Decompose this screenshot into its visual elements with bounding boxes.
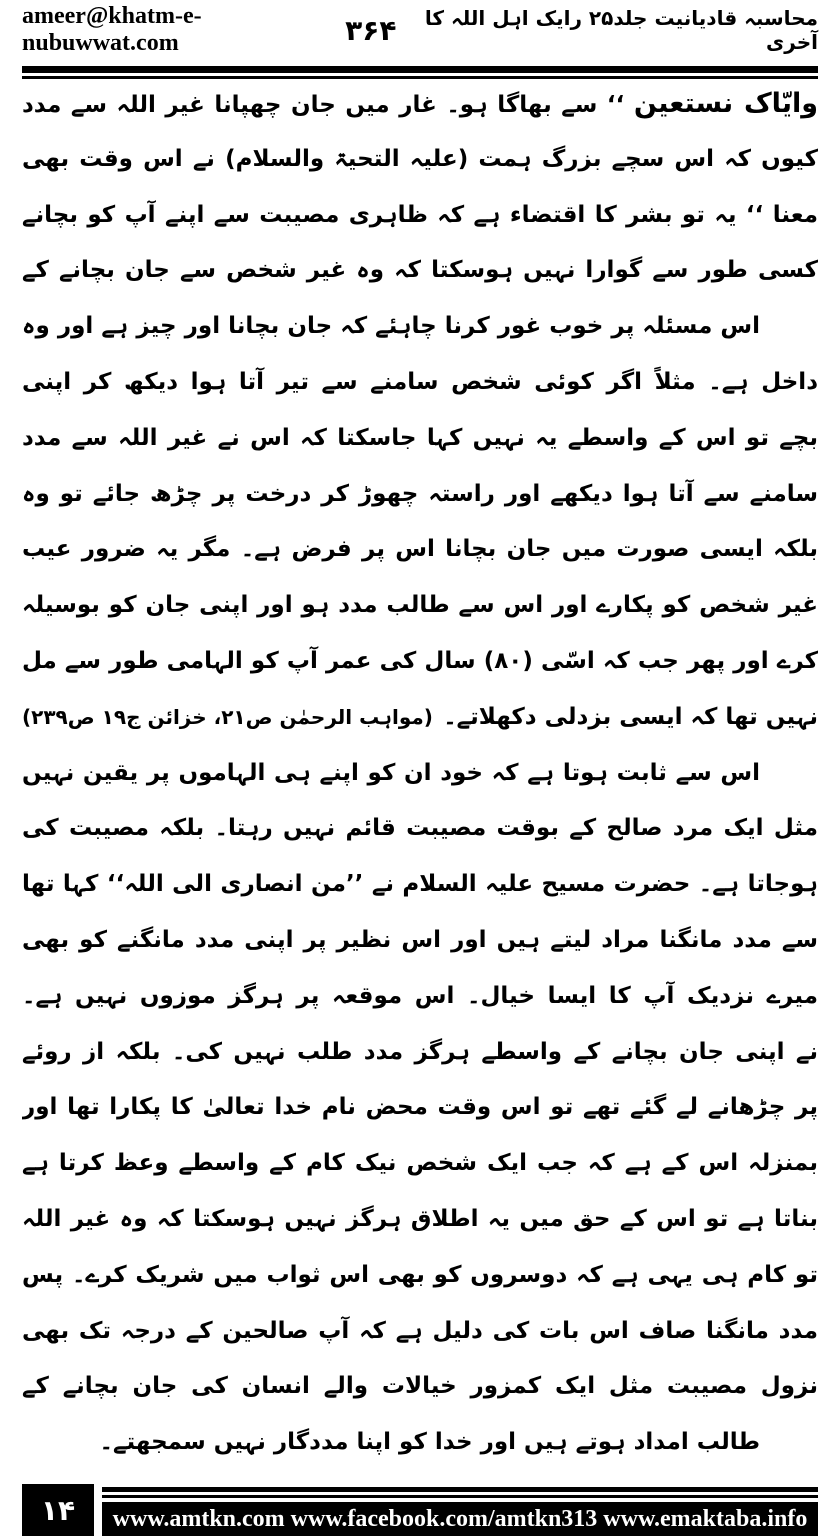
- text-line: کیوں کہ اس سچے بزرگ ہمت (علیہ التحیۃ والسلام) نے اس وقت بھی: [22, 145, 818, 172]
- paragraph-start-line: اس سے ثابت ہوتا ہے کہ خود ان کو اپنے ہی الہاموں پر یقین نہیں: [22, 759, 760, 786]
- text-line-with-citation: [22, 690, 818, 746]
- text-line: تو کام ہی یہی ہے کہ دوسروں کو بھی اس ثواب میں شریک کرے۔ پس: [22, 1261, 818, 1288]
- text-line: بناتا ہے تو اس کے حق میں یہ اطلاق ہرگز نہیں ہوسکتا کہ وہ غیر اللہ: [22, 1205, 818, 1232]
- header-page-number: ۳۶۴: [345, 13, 397, 47]
- text-line: بمنزلہ اس کے ہے کہ جب ایک شخص نیک کام کے واسطے وعظ کرتا ہے: [22, 1150, 818, 1177]
- footer-links: www.amtkn.com www.facebook.com/amtkn313 www.emaktaba.info: [102, 1502, 818, 1536]
- header-left: [22, 3, 396, 57]
- header-email: ameer@khatm-e-nubuwwat.com: [22, 3, 202, 56]
- text-span: ‘‘ سے بھاگا ہو۔ غار میں جان چھپانا غیر اللہ سے مدد: [22, 92, 625, 118]
- text-line-last: طالب امداد ہوتے ہیں اور خدا کو اپنا مددگار نہیں سمجھتے۔: [99, 1429, 760, 1456]
- footer-page-number: ۱۴: [22, 1484, 94, 1536]
- text-line: پر چڑھانے لے گئے تھے تو اس وقت محض نام خدا تعالیٰ کا پکارا تھا اور: [22, 1094, 818, 1121]
- text-line: نزول مصیبت مثل ایک کمزور خیالات والے انسان کی جان بچانے کے: [22, 1373, 818, 1400]
- text-line: سامنے سے آتا ہوا دیکھے اور راستہ چھوڑ کر درخت پر چڑھ جائے تو وہ: [22, 480, 818, 507]
- text-line: بچے تو اس کے واسطے یہ نہیں کہا جاسکتا کہ اس نے غیر اللہ سے مدد: [22, 424, 818, 451]
- page-header: [22, 3, 818, 56]
- text-line: داخل ہے۔ مثلاً اگر کوئی شخص سامنے سے تیر آتا ہوا دیکھ کر اپنی: [22, 368, 818, 395]
- text-line: کرے اور پھر جب کہ اسّی (۸۰) سال کی عمر آپ کو الہامی طور سے مل: [22, 647, 818, 674]
- citation: (مواہب الرحمٰن ص۲۱، خزائن ج۱۹ ص۲۳۹): [22, 704, 433, 729]
- header-rule-thick: [22, 66, 818, 73]
- footer-rule: [102, 1487, 818, 1492]
- text-line: معنا ‘‘ یہ تو بشر کا اقتضاء ہے کہ ظاہری مصیبت سے اپنے آپ کو بچانے: [22, 201, 818, 228]
- text-line: بلکہ ایسی صورت میں جان بچانا اس پر فرض ہے۔ مگر یہ ضرور عیب: [22, 536, 818, 563]
- text-line: سے مدد مانگنا مراد لیتے ہیں اور اس نظیر پر اپنی مدد مانگنے کو بھی: [22, 926, 818, 953]
- text-line: غیر شخص کو پکارے اور اس سے طالب مدد ہو اور اپنی جان کو بوسیلہ: [22, 592, 818, 619]
- header-title: محاسبہ قادیانیت جلد۲۵ رایک اہل اللہ کا آخری: [424, 6, 818, 54]
- text-line: کسی طور سے گوارا نہیں ہوسکتا کہ وہ غیر شخص سے جان بچانے کے: [22, 257, 818, 284]
- paragraph-start-line: اس مسئلہ پر خوب غور کرنا چاہئے کہ جان بچانا اور چیز ہے اور وہ: [22, 313, 760, 340]
- page-body: [22, 76, 818, 1471]
- text-line: [22, 76, 818, 132]
- text-line: مثل ایک مرد صالح کے بوقت مصیبت قائم نہیں رہتا۔ بلکہ مصیبت کی: [22, 815, 818, 842]
- footer-rule-thin: [102, 1495, 818, 1498]
- text-span: نہیں تھا کہ ایسی بزدلی دکھلاتے۔: [443, 703, 818, 730]
- text-line: مدد مانگنا صاف اس بات کی دلیل ہے کہ آپ صالحین کے درجہ تک بھی: [22, 1317, 818, 1344]
- text-line: نے اپنی جان بچانے کے واسطے ہرگز مدد طلب نہیں کی۔ بلکہ از روئے: [22, 1038, 818, 1065]
- quoted-phrase: وایّاک نستعین: [633, 88, 818, 119]
- text-line: ہوجاتا ہے۔ حضرت مسیح علیہ السلام نے ’’من انصاری الی اللہ‘‘ کہا تھا: [22, 871, 818, 898]
- text-line: میرے نزدیک آپ کا ایسا خیال۔ اس موقعہ پر ہرگز موزوں نہیں ہے۔: [22, 982, 818, 1009]
